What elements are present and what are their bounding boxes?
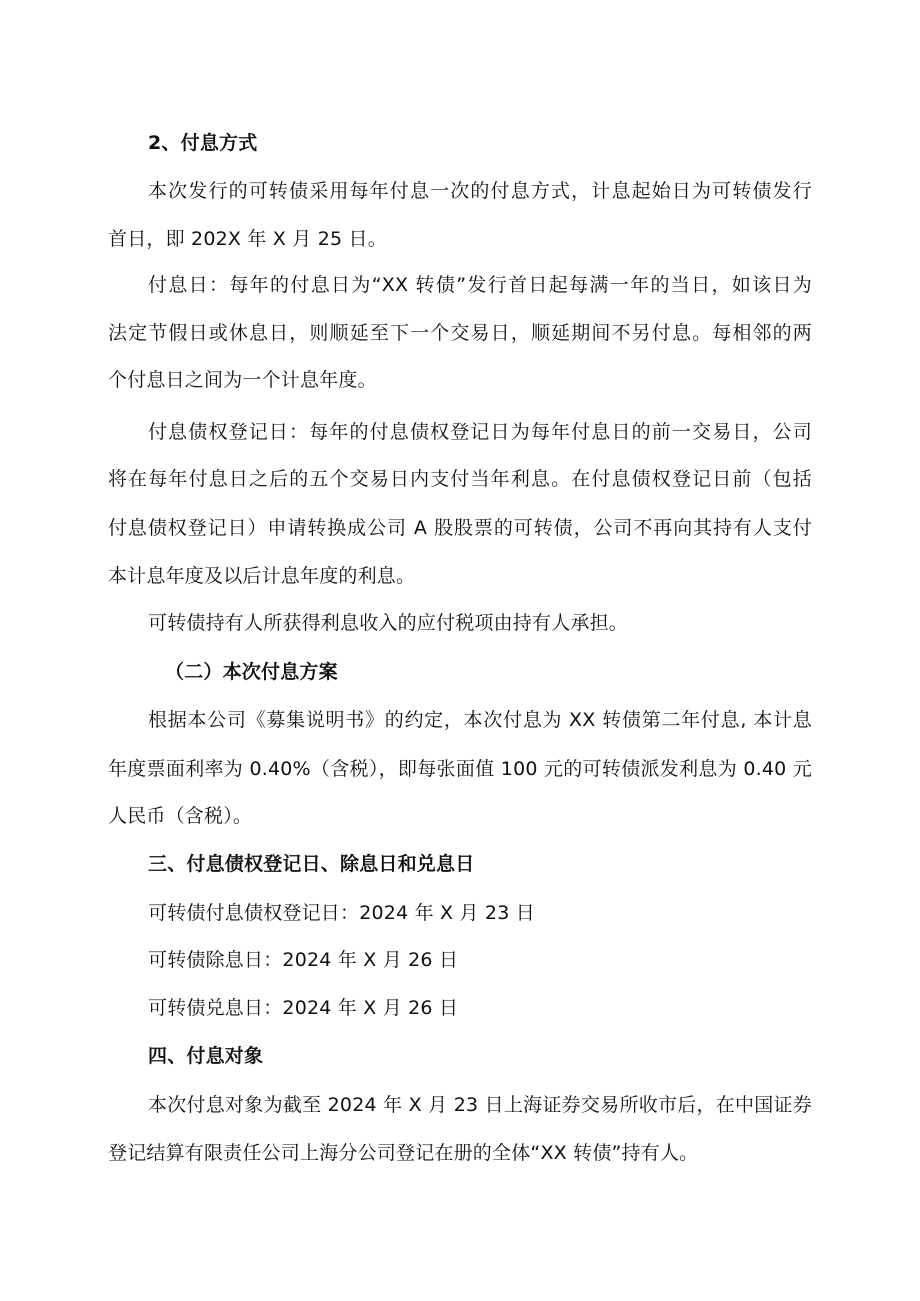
- paragraph-line: 本次发行的可转债采用每年付息一次的付息方式，计息起始日为可转债发行: [148, 180, 812, 202]
- ex-dividend-date: 可转债除息日：2024 年 X 月 26 日: [148, 949, 459, 971]
- paragraph-line: 根据本公司《募集说明书》的约定，本次付息为 XX 转债第二年付息, 本计息: [148, 709, 812, 731]
- heading-dates: 三、付息债权登记日、除息日和兑息日: [148, 853, 475, 875]
- record-date: 可转债付息债权登记日：2024 年 X 月 23 日: [148, 902, 535, 924]
- paragraph-line: 本次付息对象为截至 2024 年 X 月 23 日上海证券交易所收市后，在中国证券: [148, 1094, 812, 1116]
- paragraph-line: 法定节假日或休息日，则顺延至下一个交易日，顺延期间不另付息。每相邻的两: [108, 322, 812, 344]
- paragraph-line: 首日，即 202X 年 X 月 25 日。: [108, 228, 387, 250]
- paragraph-line: 本计息年度及以后计息年度的利息。: [108, 565, 416, 587]
- paragraph-line: 付息日：每年的付息日为“XX 转债”发行首日起每满一年的当日，如该日为: [148, 274, 812, 296]
- paragraph-line: 个付息日之间为一个计息年度。: [108, 369, 377, 391]
- payment-date: 可转债兑息日：2024 年 X 月 26 日: [148, 997, 459, 1019]
- paragraph-line: 年度票面利率为 0.40%（含税），即每张面值 100 元的可转债派发利息为 0.40 元: [108, 758, 812, 780]
- paragraph-line: 付息债权登记日：每年的付息债权登记日为每年付息日的前一交易日，公司: [148, 421, 812, 443]
- paragraph-line: 将在每年付息日之后的五个交易日内支付当年利息。在付息债权登记日前（包括: [108, 468, 812, 490]
- paragraph-line: 人民币（含税）。: [108, 805, 253, 827]
- heading-payment-target: 四、付息对象: [148, 1045, 264, 1067]
- heading-payment-method: 2、付息方式: [148, 132, 258, 154]
- paragraph-line: 可转债持有人所获得利息收入的应付税项由持有人承担。: [148, 612, 629, 634]
- paragraph-line: 登记结算有限责任公司上海分公司登记在册的全体“XX 转债”持有人。: [108, 1142, 699, 1164]
- heading-payment-plan: （二）本次付息方案: [165, 661, 338, 683]
- paragraph-line: 付息债权登记日）申请转换成公司 A 股股票的可转债，公司不再向其持有人支付: [108, 517, 812, 539]
